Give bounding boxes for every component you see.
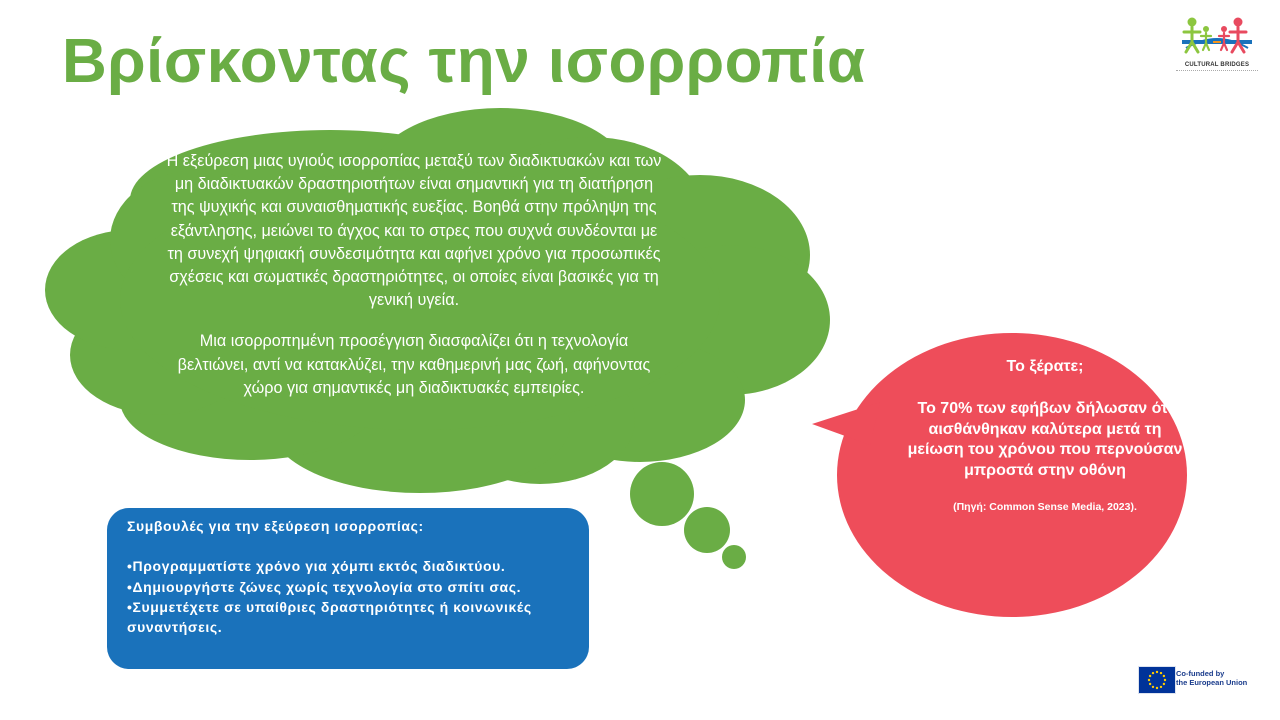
fact-heading: Το ξέρατε; xyxy=(1006,358,1084,375)
tip-item: •Προγραμματίστε χρόνο για χόμπι εκτός διαδικτύου. xyxy=(127,558,506,575)
tips-title: Συμβουλές για την εξεύρεση ισορροπίας: xyxy=(127,518,424,534)
fact-source: (Πηγή: Common Sense Media, 2023). xyxy=(953,501,1137,513)
eu-cofunded-logo xyxy=(1138,666,1270,694)
eu-text xyxy=(1176,669,1247,687)
slide-title: Βρίσκοντας την ισορροπία xyxy=(62,27,866,96)
cloud-paragraph: Μια ισορροπημένη προσέγγιση διασφαλίζει ότι η τεχνολογία βελτιώνει, αντί να κατακλύζει, την καθημερινή μας ζωή, αφήνοντας χώρο για σημαντικές μη διαδικτυακές εμπειρίες. xyxy=(177,332,651,397)
fact-body: Το 70% των εφήβων δήλωσαν ότι αισθάνθηκαν καλύτερα μετά τη μείωση του χρόνου που περνούσαν μπροστά στην οθόνη xyxy=(907,400,1183,479)
logo-text: CULTURAL BRIDGES xyxy=(1184,62,1250,68)
tip-item: •Δημιουργήστε ζώνες χωρίς τεχνολογία στο σπίτι σας. xyxy=(127,578,522,595)
eu-text-line2: the European Union xyxy=(1176,678,1248,687)
eu-flag-icon xyxy=(1138,666,1176,694)
eu-text-line1: Co-funded by xyxy=(1176,669,1225,678)
tip-item: •Συμμετέχετε σε υπαίθριες δραστηριότητες ή κοινωνικές συναντήσεις. xyxy=(127,598,532,636)
fact-bubble xyxy=(905,357,1185,515)
cloud-paragraph: Η εξεύρεση μιας υγιούς ισορροπίας μεταξύ των διαδικτυακών και των μη διαδικτυακών δραστηριοτήτων είναι σημαντική για τη διατήρηση της ψυχικής και συναισθηματικής ευεξίας. Βοηθά στην πρόληψη της εξάντλησης, μειώνει το άγχος και το στρες που συχνά συνδέονται με τη συνεχή ψηφιακή συνδεσιμότητα και αφήνει χρόνο για προσωπικές σχέσεις και σωματικές δραστηριότητες, οι οποίες είναι βασικές για τη γενική υγεία. xyxy=(166,152,662,310)
